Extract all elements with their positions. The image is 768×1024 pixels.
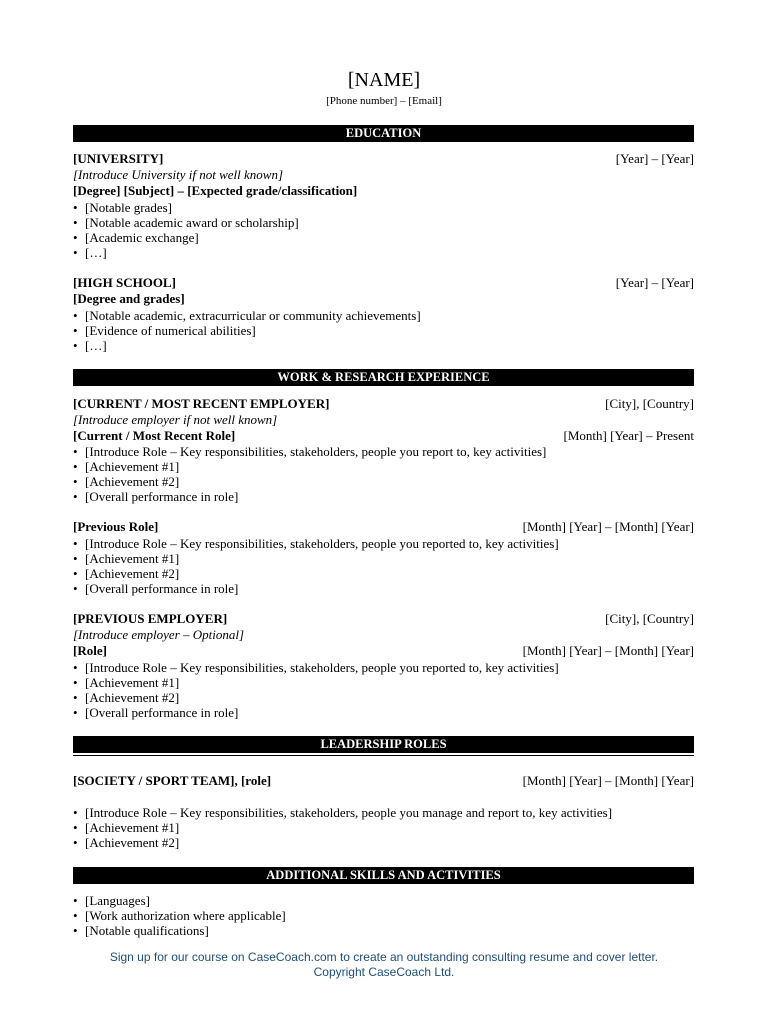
section-header-education: EDUCATION bbox=[73, 125, 694, 142]
previous-role-row bbox=[73, 519, 694, 535]
contact-line: [Phone number] – [Email] bbox=[326, 95, 442, 107]
list-item: • [Achievement #1] bbox=[73, 459, 180, 474]
bullet-icon: • bbox=[73, 323, 78, 338]
high-school-dates: [Year] – [Year] bbox=[615, 275, 694, 290]
bullet-icon: • bbox=[73, 805, 78, 820]
current-employer-row bbox=[73, 396, 694, 412]
university-row bbox=[73, 151, 694, 167]
previous-role: [Previous Role] bbox=[73, 519, 159, 534]
bullet-icon: • bbox=[73, 230, 78, 245]
bullet-icon: • bbox=[73, 705, 78, 720]
previous-employer-role: [Role] bbox=[73, 643, 107, 658]
bullet-icon: • bbox=[73, 820, 78, 835]
list-item: • [Achievement #2] bbox=[73, 835, 180, 850]
previous-employer-row bbox=[73, 611, 694, 627]
current-employer-intro-row bbox=[73, 412, 694, 428]
list-item: • [Overall performance in role] bbox=[73, 705, 239, 720]
bullet-icon: • bbox=[73, 536, 78, 551]
bullet-icon: • bbox=[73, 474, 78, 489]
list-item: • [Evidence of numerical abilities] bbox=[73, 323, 256, 338]
section-header-work: WORK & RESEARCH EXPERIENCE bbox=[73, 369, 694, 386]
previous-employer-role-row bbox=[73, 643, 694, 659]
current-employer-name: [CURRENT / MOST RECENT EMPLOYER] bbox=[73, 396, 330, 411]
list-item: • [Introduce Role – Key responsibilities, stakeholders, people you report to, key activities] bbox=[73, 444, 547, 459]
leadership-entry-dates: [Month] [Year] – [Month] [Year] bbox=[522, 773, 694, 788]
bullet-icon: • bbox=[73, 923, 78, 938]
bullet-icon: • bbox=[73, 489, 78, 504]
bullet-icon: • bbox=[73, 660, 78, 675]
list-item: • [Introduce Role – Key responsibilities, stakeholders, people you manage and report to, key activities] bbox=[73, 805, 613, 820]
bullet-icon: • bbox=[73, 444, 78, 459]
section-header-skills: ADDITIONAL SKILLS AND ACTIVITIES bbox=[73, 867, 694, 884]
current-role-row bbox=[73, 428, 694, 444]
bullet-icon: • bbox=[73, 835, 78, 850]
list-item: • [Introduce Role – Key responsibilities, stakeholders, people you reported to, key activities] bbox=[73, 660, 559, 675]
university-degree-row bbox=[73, 183, 694, 199]
bullet-icon: • bbox=[73, 245, 78, 260]
list-item: • [Introduce Role – Key responsibilities, stakeholders, people you reported to, key activities] bbox=[73, 536, 559, 551]
bullet-icon: • bbox=[73, 459, 78, 474]
bullet-icon: • bbox=[73, 200, 78, 215]
list-item: • [Overall performance in role] bbox=[73, 489, 239, 504]
list-item: • [Achievement #1] bbox=[73, 820, 180, 835]
list-item: • [Notable academic award or scholarship] bbox=[73, 215, 299, 230]
previous-employer-location: [City], [Country] bbox=[605, 611, 694, 626]
high-school-degree: [Degree and grades] bbox=[73, 291, 185, 306]
previous-employer-intro-row bbox=[73, 627, 694, 643]
bullet-icon: • bbox=[73, 581, 78, 596]
bullet-icon: • bbox=[73, 566, 78, 581]
footer-copyright: Copyright CaseCoach Ltd. bbox=[313, 965, 455, 979]
current-employer-location: [City], [Country] bbox=[605, 396, 694, 411]
previous-employer-name: [PREVIOUS EMPLOYER] bbox=[73, 611, 228, 626]
bullet-icon: • bbox=[73, 690, 78, 705]
list-item: • [Languages] bbox=[73, 893, 150, 908]
section-header-leadership: LEADERSHIP ROLES bbox=[73, 736, 694, 753]
candidate-name: [NAME] bbox=[347, 69, 421, 91]
list-item: • [Academic exchange] bbox=[73, 230, 199, 245]
previous-role-dates: [Month] [Year] – [Month] [Year] bbox=[522, 519, 694, 534]
section-divider bbox=[73, 755, 694, 756]
list-item: • [Work authorization where applicable] bbox=[73, 908, 286, 923]
current-role: [Current / Most Recent Role] bbox=[73, 428, 236, 443]
list-item: • [Achievement #1] bbox=[73, 675, 180, 690]
list-item: • […] bbox=[73, 338, 107, 353]
list-item: • [Overall performance in role] bbox=[73, 581, 239, 596]
bullet-icon: • bbox=[73, 893, 78, 908]
bullet-icon: • bbox=[73, 551, 78, 566]
high-school-name: [HIGH SCHOOL] bbox=[73, 275, 176, 290]
list-item: • [Achievement #2] bbox=[73, 474, 180, 489]
leadership-entry-row bbox=[73, 773, 694, 789]
current-employer-intro: [Introduce employer if not well known] bbox=[73, 412, 278, 427]
current-role-dates: [Month] [Year] – Present bbox=[563, 428, 694, 443]
university-intro: [Introduce University if not well known] bbox=[73, 167, 284, 182]
list-item: • [Achievement #2] bbox=[73, 566, 180, 581]
list-item: • [Notable grades] bbox=[73, 200, 172, 215]
list-item: • [Notable qualifications] bbox=[73, 923, 209, 938]
list-item: • [Achievement #2] bbox=[73, 690, 180, 705]
footer-promo: Sign up for our course on CaseCoach.com to create an outstanding consulting resume and cover letter. bbox=[109, 950, 659, 964]
leadership-entry-name: [SOCIETY / SPORT TEAM], [role] bbox=[73, 773, 272, 788]
previous-employer-intro: [Introduce employer – Optional] bbox=[73, 627, 245, 642]
bullet-icon: • bbox=[73, 908, 78, 923]
bullet-icon: • bbox=[73, 215, 78, 230]
bullet-icon: • bbox=[73, 308, 78, 323]
previous-employer-dates: [Month] [Year] – [Month] [Year] bbox=[522, 643, 694, 658]
university-intro-row bbox=[73, 167, 694, 183]
list-item: • [Notable academic, extracurricular or community achievements] bbox=[73, 308, 421, 323]
high-school-row bbox=[73, 275, 694, 291]
bullet-icon: • bbox=[73, 675, 78, 690]
university-degree: [Degree] [Subject] – [Expected grade/classification] bbox=[73, 183, 358, 198]
university-name: [UNIVERSITY] bbox=[73, 151, 164, 166]
bullet-icon: • bbox=[73, 338, 78, 353]
university-dates: [Year] – [Year] bbox=[615, 151, 694, 166]
list-item: • [Achievement #1] bbox=[73, 551, 180, 566]
list-item: • […] bbox=[73, 245, 107, 260]
high-school-degree-row bbox=[73, 291, 694, 307]
